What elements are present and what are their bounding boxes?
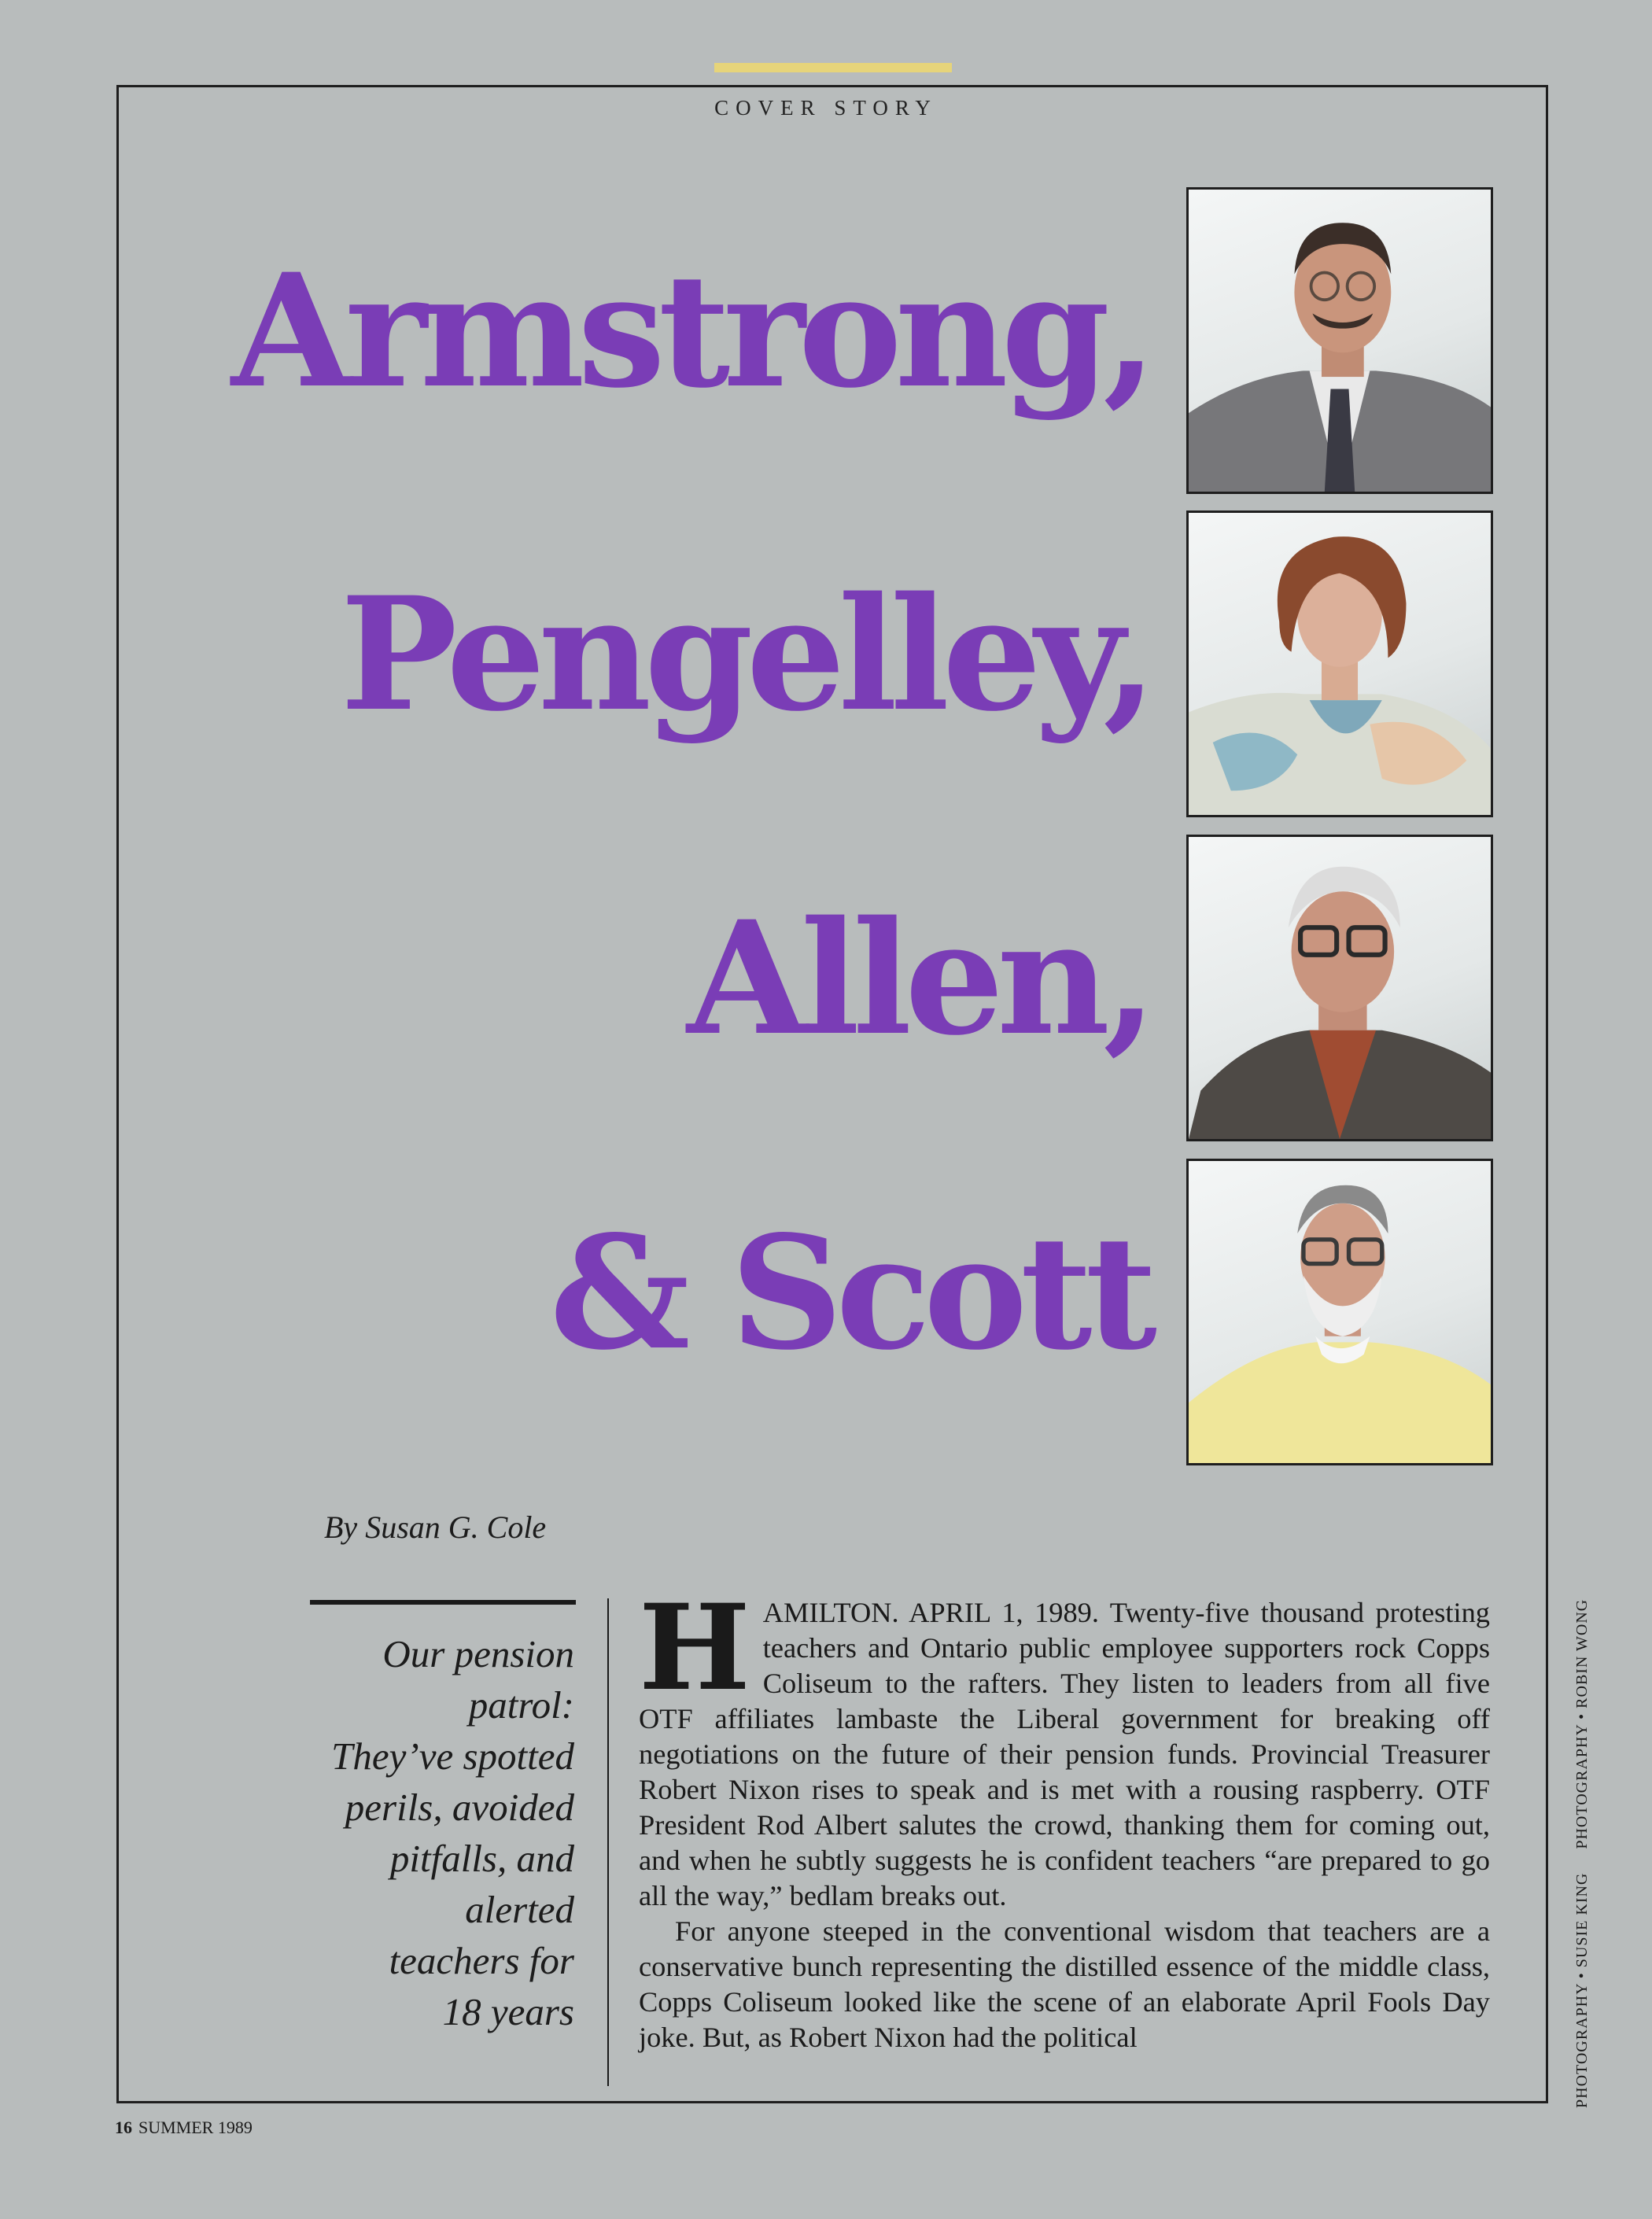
page-folio	[115, 2118, 253, 2138]
headline-armstrong: Armstrong,	[230, 239, 1150, 422]
issue-date: SUMMER 1989	[138, 2118, 253, 2137]
headline-pengelley: Pengelley,	[340, 562, 1150, 746]
article-paragraph: For anyone steeped in the conventional wisdom that teachers are a conservative bunch representing the distilled essence of the middle class, Copps Coliseum looked like the scene of an elaborate April Fools Day joke. But, as Robert Nixon had the political	[639, 1915, 1490, 2053]
column-rule	[607, 1598, 609, 2086]
article-body	[639, 1579, 1490, 2055]
article-paragraph	[639, 1579, 1490, 1914]
pull-quote-line: alerted	[465, 1888, 574, 1931]
pull-quote-rule	[310, 1600, 576, 1605]
pull-quote-line: 18 years	[442, 1990, 574, 2033]
portrait-pengelley	[1186, 511, 1493, 817]
pull-quote	[260, 1628, 574, 2037]
byline: By Susan G. Cole	[324, 1509, 547, 1545]
portrait-armstrong	[1186, 187, 1493, 494]
pull-quote-line: pitfalls, and	[389, 1837, 574, 1880]
pull-quote-line: Our pension	[382, 1632, 574, 1675]
portrait-scott	[1186, 1159, 1493, 1465]
portrait-allen	[1186, 835, 1493, 1141]
pull-quote-line: perils, avoided	[345, 1786, 574, 1829]
pull-quote-line: patrol:	[468, 1683, 574, 1727]
drop-cap: H	[639, 1579, 750, 1717]
headline-allen: Allen,	[687, 886, 1150, 1070]
section-kicker: COVER STORY	[714, 96, 938, 120]
top-accent-bar	[714, 63, 952, 72]
pull-quote-line: They’ve spotted	[331, 1734, 574, 1778]
photo-credit: PHOTOGRAPHY • SUSIE KING PHOTOGRAPHY • ROBIN WONG	[1573, 1598, 1591, 2108]
headline-scott: & Scott	[549, 1201, 1150, 1384]
page-number: 16	[115, 2118, 132, 2137]
pull-quote-line: teachers for	[389, 1939, 574, 1982]
paragraph-text: AMILTON. APRIL 1, 1989. Twenty-five thousand protesting teachers and Ontario public employee supporters rock Copps Coliseum to the rafters. They listen to leaders from all five OTF affiliates lambaste the Liberal government for breaking off negotiations on the future of their pension funds. Provincial Treasurer Robert Nixon rises to speak and is met with a rousing raspberry. OTF President Rod Albert salutes the crowd, thanking them for coming out, and when he subtly suggests he is confident teachers “are prepared to go all the way,” bedlam breaks out.	[639, 1597, 1490, 1911]
